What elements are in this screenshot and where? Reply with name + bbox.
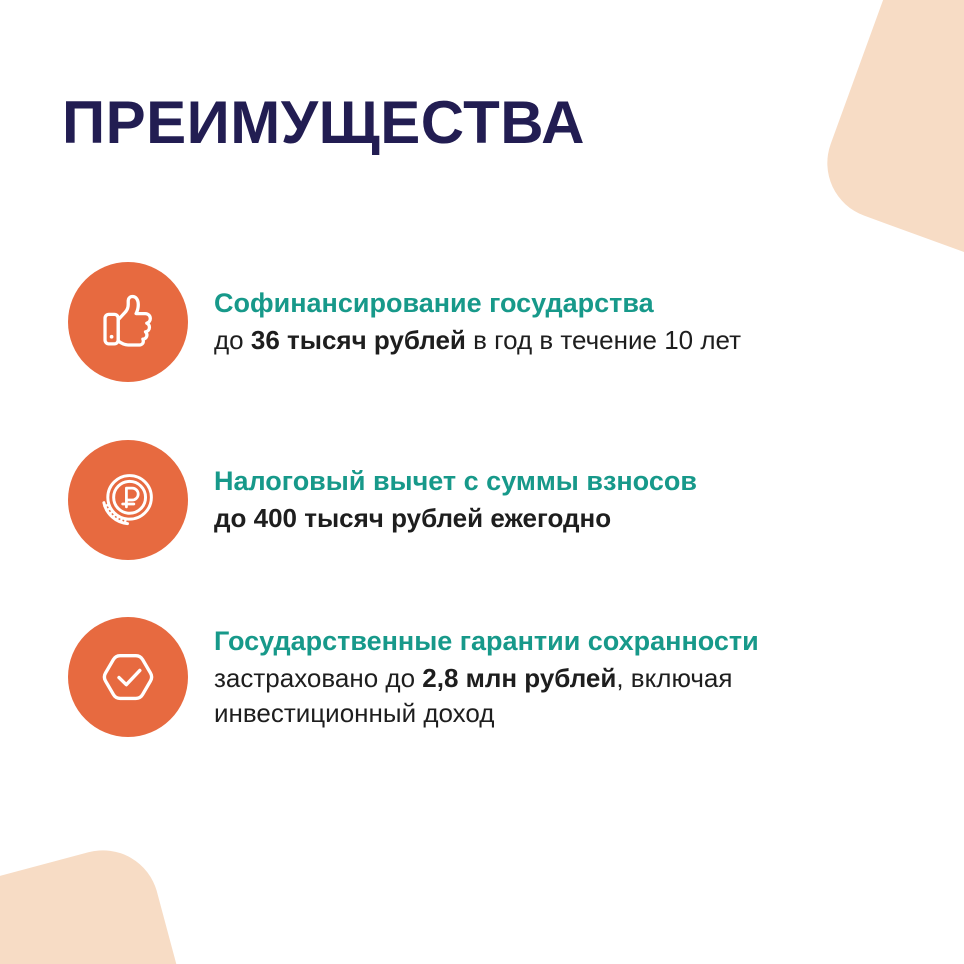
benefit-body bbox=[214, 323, 864, 358]
benefit-text-cofinancing bbox=[214, 286, 864, 358]
benefit-heading: Софинансирование государства bbox=[214, 288, 654, 318]
benefit-row-tax-deduction bbox=[68, 440, 864, 560]
benefit-body bbox=[214, 661, 864, 731]
body-text-regular: в год в течение 10 лет bbox=[465, 325, 742, 355]
body-text-regular: , включая инвестиционный доход bbox=[214, 662, 733, 728]
benefit-row-state-guarantees bbox=[68, 617, 864, 737]
body-text-bold: 36 тысяч рублей bbox=[250, 325, 466, 355]
benefit-text-tax-deduction bbox=[214, 464, 864, 536]
body-text-regular: застраховано до bbox=[214, 662, 423, 693]
body-text-bold: 2,8 млн рублей bbox=[422, 662, 617, 693]
page-title: ПРЕИМУЩЕСТВА bbox=[62, 89, 585, 157]
benefit-body bbox=[214, 501, 864, 536]
thumbs-up-icon bbox=[68, 262, 188, 382]
body-text-regular: до bbox=[214, 325, 251, 355]
benefit-heading: Государственные гарантии сохранности bbox=[214, 625, 759, 656]
ruble-coin-icon bbox=[68, 440, 188, 560]
hexagon-check-icon bbox=[68, 617, 188, 737]
benefit-row-cofinancing bbox=[68, 262, 864, 382]
corner-decoration-bottom-left bbox=[0, 838, 272, 964]
body-text-bold: до 400 тысяч рублей ежегодно bbox=[214, 503, 612, 533]
benefit-heading: Налоговый вычет с суммы взносов bbox=[214, 466, 697, 496]
benefit-text-state-guarantees bbox=[214, 624, 864, 731]
